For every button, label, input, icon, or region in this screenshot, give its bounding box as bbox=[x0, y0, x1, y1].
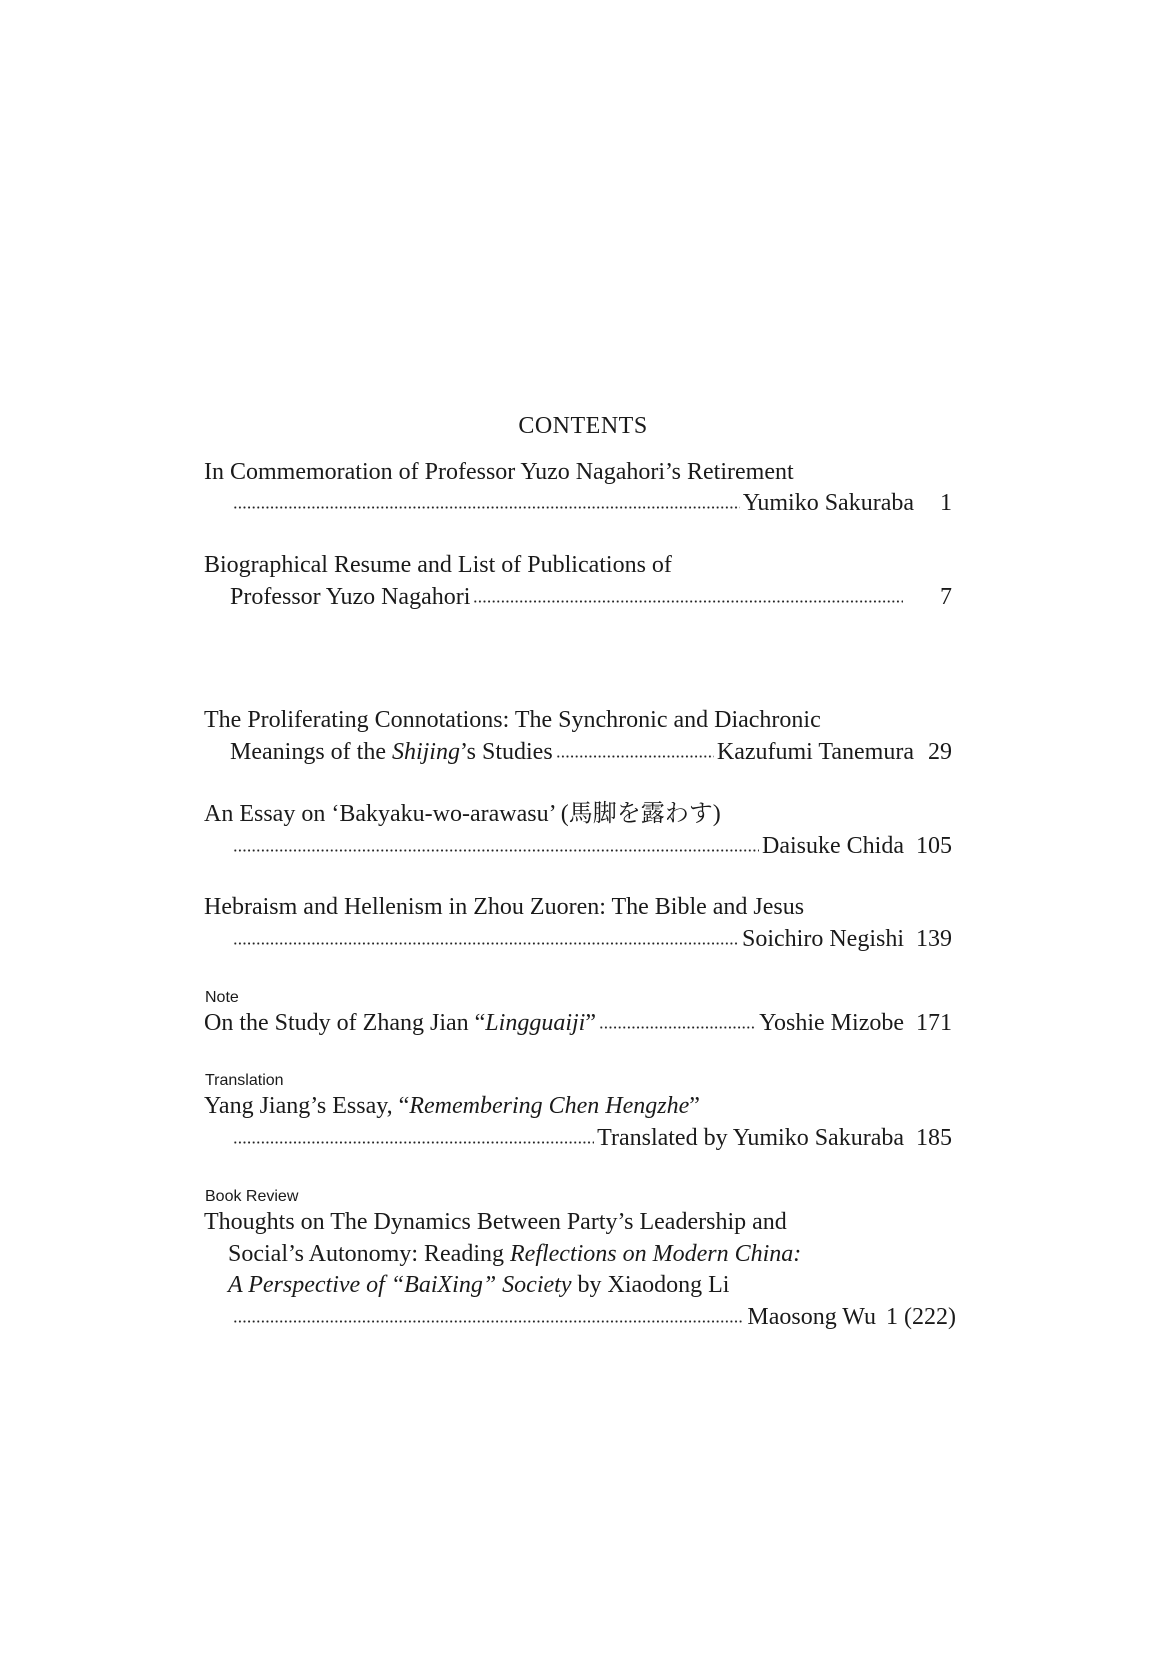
entry-5-title: Hebraism and Hellenism in Zhou Zuoren: The Bible and Jesus bbox=[204, 894, 805, 920]
entry-6-page: 171 bbox=[916, 1010, 952, 1036]
entry-3-leader-line bbox=[230, 735, 914, 769]
entry-6-line bbox=[204, 1006, 904, 1040]
entry-3-title: The Proliferating Connotations: The Synchronic and Diachronic bbox=[204, 707, 821, 733]
entry-3-author: Kazufumi Tanemura bbox=[716, 739, 914, 765]
entry-1-author: Yumiko Sakuraba bbox=[742, 490, 914, 516]
dot-leader bbox=[233, 1320, 744, 1323]
entry-2-leader-line bbox=[230, 580, 906, 614]
dot-leader bbox=[556, 755, 714, 758]
entry-8-title-cont-1: Social’s Autonomy: Reading Reflections on Modern China: bbox=[228, 1241, 802, 1267]
entry-1-page: 1 bbox=[940, 490, 952, 516]
entry-4-leader-line bbox=[230, 829, 904, 863]
dot-leader bbox=[233, 506, 740, 509]
section-label-note: Note bbox=[205, 989, 239, 1006]
entry-7-page: 185 bbox=[916, 1125, 952, 1151]
entry-2-title-cont: Professor Yuzo Nagahori bbox=[230, 584, 471, 610]
dot-leader bbox=[599, 1026, 756, 1029]
entry-6-title: On the Study of Zhang Jian “Lingguaiji” bbox=[204, 1010, 596, 1036]
entry-3-title-cont: Meanings of the Shijing’s Studies bbox=[230, 739, 553, 765]
entry-8-title-cont-2: A Perspective of “BaiXing” Society by Xiaodong Li bbox=[228, 1272, 730, 1298]
entry-1-leader-line bbox=[230, 486, 914, 520]
entry-3-page: 29 bbox=[928, 739, 952, 765]
entry-5-leader-line bbox=[230, 922, 904, 956]
dot-leader bbox=[473, 600, 903, 603]
entry-6-author: Yoshie Mizobe bbox=[759, 1010, 904, 1036]
dot-leader bbox=[233, 942, 739, 945]
entry-7-leader-line bbox=[230, 1121, 904, 1155]
contents-title: CONTENTS bbox=[518, 413, 648, 439]
entry-8-title: Thoughts on The Dynamics Between Party’s Leadership and bbox=[204, 1209, 787, 1235]
dot-leader bbox=[233, 1141, 594, 1144]
section-label-book-review: Book Review bbox=[205, 1188, 299, 1205]
dot-leader bbox=[233, 849, 759, 852]
entry-2-title: Biographical Resume and List of Publications of bbox=[204, 552, 672, 578]
entry-4-author: Daisuke Chida bbox=[762, 833, 904, 859]
entry-4-page: 105 bbox=[916, 833, 952, 859]
entry-1-title: In Commemoration of Professor Yuzo Nagahori’s Retirement bbox=[204, 459, 794, 485]
entry-5-author: Soichiro Negishi bbox=[742, 926, 904, 952]
section-label-translation: Translation bbox=[205, 1072, 284, 1089]
entry-8-leader-line bbox=[230, 1300, 876, 1334]
entry-5-page: 139 bbox=[916, 926, 952, 952]
entry-2-page: 7 bbox=[940, 584, 952, 610]
entry-7-title: Yang Jiang’s Essay, “Remembering Chen Hengzhe” bbox=[204, 1093, 700, 1119]
entry-8-page: 1 (222) bbox=[886, 1304, 956, 1330]
entry-8-author: Maosong Wu bbox=[747, 1304, 876, 1330]
entry-7-author: Translated by Yumiko Sakuraba bbox=[597, 1125, 904, 1151]
entry-4-title: An Essay on ‘Bakyaku-wo-arawasu’ (馬脚を露わす) bbox=[204, 801, 721, 827]
